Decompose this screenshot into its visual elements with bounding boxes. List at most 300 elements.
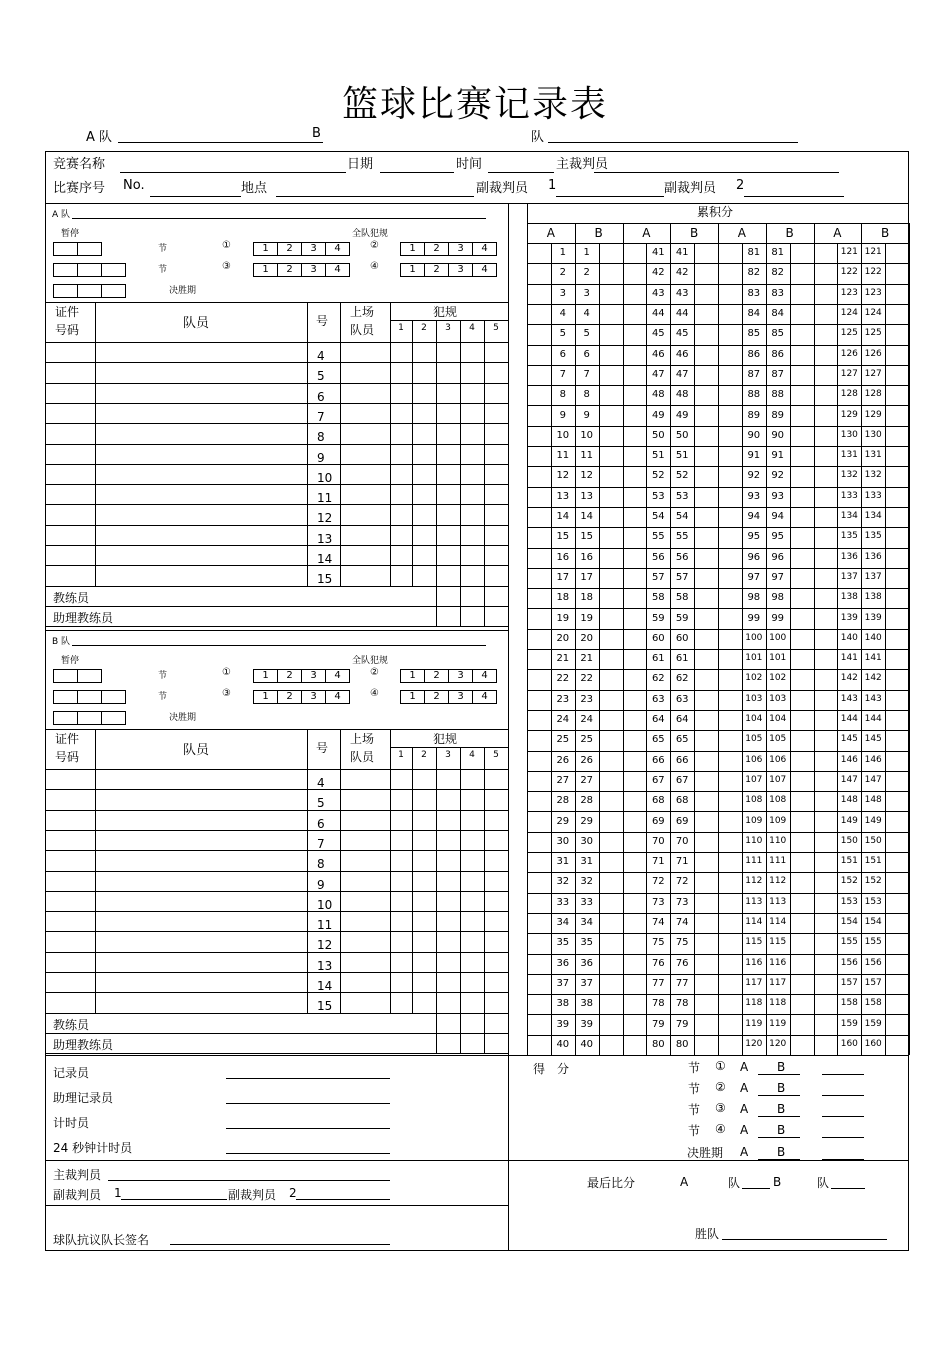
running-score-cell[interactable]: 44	[651, 308, 665, 320]
running-score-cell[interactable]: 94	[747, 511, 761, 523]
running-score-cell[interactable]: 33	[580, 896, 594, 908]
running-score-cell[interactable]: 9	[559, 409, 566, 421]
team-a-timeout-box[interactable]	[53, 263, 126, 277]
running-score-cell[interactable]: 100	[745, 632, 763, 643]
running-score-cell[interactable]: 117	[769, 977, 787, 988]
running-score-cell[interactable]: 55	[675, 531, 689, 543]
running-score-cell[interactable]: 3	[583, 287, 590, 299]
running-score-cell[interactable]: 16	[580, 551, 594, 563]
running-score-cell[interactable]: 5	[583, 328, 590, 340]
running-score-cell[interactable]: 95	[747, 531, 761, 543]
running-score-cell[interactable]: 84	[771, 308, 785, 320]
running-score-cell[interactable]: 57	[651, 571, 665, 583]
running-score-cell[interactable]: 74	[675, 917, 689, 929]
running-score-cell[interactable]: 31	[580, 856, 594, 868]
running-score-cell[interactable]: 68	[675, 795, 689, 807]
running-score-cell[interactable]: 48	[651, 389, 665, 401]
running-score-cell[interactable]: 134	[840, 511, 858, 522]
running-score-cell[interactable]: 67	[651, 774, 665, 786]
running-score-cell[interactable]: 60	[651, 632, 665, 644]
running-score-cell[interactable]: 61	[675, 653, 689, 665]
running-score-cell[interactable]: 41	[675, 247, 689, 259]
running-score-cell[interactable]: 135	[864, 531, 882, 542]
running-score-cell[interactable]: 156	[840, 957, 858, 968]
running-score-cell[interactable]: 114	[769, 917, 787, 928]
running-score-cell[interactable]: 22	[580, 673, 594, 685]
running-score-cell[interactable]: 133	[840, 490, 858, 501]
bottom-umpire2-field[interactable]	[296, 1199, 390, 1200]
running-score-cell[interactable]: 52	[675, 470, 689, 482]
running-score-cell[interactable]: 7	[559, 368, 566, 380]
running-score-cell[interactable]: 79	[651, 1018, 665, 1030]
running-score-cell[interactable]: 50	[651, 429, 665, 441]
running-score-cell[interactable]: 116	[769, 957, 787, 968]
running-score-cell[interactable]: 58	[675, 592, 689, 604]
running-score-cell[interactable]: 139	[840, 612, 858, 623]
team-b-timeout-box[interactable]	[53, 711, 126, 725]
umpire2-field[interactable]	[744, 196, 844, 197]
running-score-cell[interactable]: 40	[580, 1038, 594, 1050]
running-score-cell[interactable]: 109	[769, 815, 787, 826]
running-score-cell[interactable]: 112	[769, 876, 787, 887]
running-score-cell[interactable]: 103	[745, 693, 763, 704]
team-b-timeout-box[interactable]	[53, 669, 102, 683]
running-score-cell[interactable]: 27	[556, 774, 570, 786]
running-score-cell[interactable]: 82	[747, 267, 761, 279]
running-score-cell[interactable]: 20	[556, 632, 570, 644]
running-score-cell[interactable]: 154	[864, 917, 882, 928]
running-score-cell[interactable]: 98	[771, 592, 785, 604]
period-b-field[interactable]	[822, 1095, 864, 1096]
running-score-cell[interactable]: 88	[747, 389, 761, 401]
running-score-cell[interactable]: 152	[840, 876, 858, 887]
running-score-cell[interactable]: 99	[771, 612, 785, 624]
assistant-scorer-field[interactable]	[226, 1103, 390, 1104]
running-score-cell[interactable]: 158	[840, 998, 858, 1009]
running-score-cell[interactable]: 59	[651, 612, 665, 624]
running-score-cell[interactable]: 78	[651, 998, 665, 1010]
running-score-cell[interactable]: 92	[747, 470, 761, 482]
running-score-cell[interactable]: 121	[840, 247, 858, 258]
running-score-cell[interactable]: 149	[864, 815, 882, 826]
running-score-cell[interactable]: 26	[556, 754, 570, 766]
running-score-cell[interactable]: 107	[745, 774, 763, 785]
running-score-cell[interactable]: 80	[651, 1038, 665, 1050]
running-score-cell[interactable]: 67	[675, 774, 689, 786]
running-score-cell[interactable]: 3	[559, 287, 566, 299]
running-score-cell[interactable]: 113	[769, 896, 787, 907]
team-a-player-name-cell[interactable]	[96, 445, 306, 463]
running-score-cell[interactable]: 71	[675, 856, 689, 868]
running-score-cell[interactable]: 112	[745, 876, 763, 887]
overtime-b-field[interactable]	[822, 1159, 864, 1160]
running-score-cell[interactable]: 53	[675, 490, 689, 502]
running-score-cell[interactable]: 133	[864, 490, 882, 501]
running-score-cell[interactable]: 131	[864, 450, 882, 461]
running-score-cell[interactable]: 128	[864, 389, 882, 400]
running-score-cell[interactable]: 23	[556, 693, 570, 705]
running-score-cell[interactable]: 11	[580, 450, 594, 462]
running-score-cell[interactable]: 2	[583, 267, 590, 279]
running-score-cell[interactable]: 32	[580, 876, 594, 888]
running-score-cell[interactable]: 62	[675, 673, 689, 685]
running-score-cell[interactable]: 128	[840, 389, 858, 400]
running-score-cell[interactable]: 107	[769, 774, 787, 785]
running-score-cell[interactable]: 125	[864, 328, 882, 339]
running-score-cell[interactable]: 34	[556, 917, 570, 929]
running-score-cell[interactable]: 100	[769, 632, 787, 643]
running-score-cell[interactable]: 102	[745, 673, 763, 684]
team-a-timeout-box[interactable]	[53, 284, 126, 298]
running-score-cell[interactable]: 105	[745, 734, 763, 745]
running-score-cell[interactable]: 143	[840, 693, 858, 704]
running-score-cell[interactable]: 66	[675, 754, 689, 766]
running-score-cell[interactable]: 90	[747, 429, 761, 441]
running-score-cell[interactable]: 68	[651, 795, 665, 807]
period-b-field[interactable]	[822, 1137, 864, 1138]
running-score-cell[interactable]: 101	[745, 653, 763, 664]
running-score-cell[interactable]: 130	[840, 429, 858, 440]
running-score-cell[interactable]: 116	[745, 957, 763, 968]
running-score-cell[interactable]: 46	[675, 348, 689, 360]
running-score-cell[interactable]: 148	[864, 795, 882, 806]
running-score-cell[interactable]: 105	[769, 734, 787, 745]
running-score-cell[interactable]: 24	[580, 714, 594, 726]
running-score-cell[interactable]: 134	[864, 511, 882, 522]
running-score-cell[interactable]: 108	[769, 795, 787, 806]
running-score-cell[interactable]: 130	[864, 429, 882, 440]
running-score-cell[interactable]: 81	[771, 247, 785, 259]
team-a-player-name-cell[interactable]	[96, 363, 306, 381]
running-score-cell[interactable]: 10	[580, 429, 594, 441]
running-score-cell[interactable]: 32	[556, 876, 570, 888]
running-score-cell[interactable]: 12	[556, 470, 570, 482]
running-score-cell[interactable]: 35	[556, 937, 570, 949]
running-score-cell[interactable]: 131	[840, 450, 858, 461]
running-score-cell[interactable]: 143	[864, 693, 882, 704]
running-score-cell[interactable]: 85	[771, 328, 785, 340]
running-score-cell[interactable]: 79	[675, 1018, 689, 1030]
team-a-player-name-cell[interactable]	[96, 546, 306, 564]
running-score-cell[interactable]: 16	[556, 551, 570, 563]
team-b-player-name-cell[interactable]	[96, 811, 306, 829]
running-score-cell[interactable]: 155	[840, 937, 858, 948]
running-score-cell[interactable]: 15	[556, 531, 570, 543]
running-score-cell[interactable]: 146	[864, 754, 882, 765]
team-a-player-name-cell[interactable]	[96, 526, 306, 544]
running-score-cell[interactable]: 42	[651, 267, 665, 279]
running-score-cell[interactable]: 151	[864, 856, 882, 867]
overtime-a-field[interactable]	[758, 1159, 800, 1160]
running-score-cell[interactable]: 41	[651, 247, 665, 259]
running-score-cell[interactable]: 90	[771, 429, 785, 441]
team-a-player-name-cell[interactable]	[96, 404, 306, 422]
running-score-cell[interactable]: 124	[840, 308, 858, 319]
running-score-cell[interactable]: 122	[840, 267, 858, 278]
running-score-cell[interactable]: 106	[745, 754, 763, 765]
running-score-cell[interactable]: 39	[556, 1018, 570, 1030]
running-score-cell[interactable]: 29	[556, 815, 570, 827]
running-score-cell[interactable]: 56	[651, 551, 665, 563]
running-score-cell[interactable]: 82	[771, 267, 785, 279]
running-score-cell[interactable]: 121	[864, 247, 882, 258]
running-score-cell[interactable]: 63	[675, 693, 689, 705]
scorer-field[interactable]	[226, 1078, 390, 1079]
team-b-player-name-cell[interactable]	[96, 892, 306, 910]
running-score-cell[interactable]: 47	[651, 368, 665, 380]
running-score-cell[interactable]: 25	[556, 734, 570, 746]
running-score-cell[interactable]: 142	[840, 673, 858, 684]
running-score-cell[interactable]: 78	[675, 998, 689, 1010]
running-score-cell[interactable]: 73	[675, 896, 689, 908]
timekeeper-field[interactable]	[226, 1128, 390, 1129]
period-a-field[interactable]	[758, 1137, 800, 1138]
running-score-cell[interactable]: 77	[651, 977, 665, 989]
running-score-cell[interactable]: 35	[580, 937, 594, 949]
running-score-cell[interactable]: 86	[747, 348, 761, 360]
running-score-cell[interactable]: 96	[747, 551, 761, 563]
running-score-cell[interactable]: 37	[580, 977, 594, 989]
team-a-team-foul-box[interactable]	[253, 242, 350, 256]
running-score-cell[interactable]: 89	[771, 409, 785, 421]
running-score-cell[interactable]: 19	[580, 612, 594, 624]
running-score-cell[interactable]: 126	[840, 348, 858, 359]
running-score-cell[interactable]: 11	[556, 450, 570, 462]
running-score-cell[interactable]: 43	[675, 287, 689, 299]
running-score-cell[interactable]: 119	[769, 1018, 787, 1029]
running-score-cell[interactable]: 24	[556, 714, 570, 726]
running-score-cell[interactable]: 97	[771, 571, 785, 583]
running-score-cell[interactable]: 110	[769, 835, 787, 846]
running-score-cell[interactable]: 139	[864, 612, 882, 623]
period-a-field[interactable]	[758, 1095, 800, 1096]
running-score-cell[interactable]: 117	[745, 977, 763, 988]
running-score-cell[interactable]: 95	[771, 531, 785, 543]
running-score-cell[interactable]: 151	[840, 856, 858, 867]
running-score-cell[interactable]: 104	[745, 714, 763, 725]
team-b-field[interactable]	[548, 142, 798, 143]
running-score-cell[interactable]: 92	[771, 470, 785, 482]
running-score-cell[interactable]: 91	[747, 450, 761, 462]
running-score-cell[interactable]: 33	[556, 896, 570, 908]
running-score-cell[interactable]: 15	[580, 531, 594, 543]
running-score-cell[interactable]: 72	[675, 876, 689, 888]
running-score-cell[interactable]: 21	[556, 653, 570, 665]
running-score-cell[interactable]: 87	[771, 368, 785, 380]
running-score-cell[interactable]: 147	[840, 774, 858, 785]
running-score-cell[interactable]: 12	[580, 470, 594, 482]
running-score-cell[interactable]: 13	[580, 490, 594, 502]
running-score-cell[interactable]: 2	[559, 267, 566, 279]
running-score-cell[interactable]: 46	[651, 348, 665, 360]
team-b-team-foul-box[interactable]	[253, 690, 350, 704]
team-b-player-name-cell[interactable]	[96, 953, 306, 971]
running-score-cell[interactable]: 144	[864, 714, 882, 725]
competition-field[interactable]	[120, 172, 346, 173]
team-b-player-name-cell[interactable]	[96, 831, 306, 849]
running-score-cell[interactable]: 126	[864, 348, 882, 359]
running-score-cell[interactable]: 51	[675, 450, 689, 462]
running-score-cell[interactable]: 30	[556, 835, 570, 847]
running-score-cell[interactable]: 111	[745, 856, 763, 867]
running-score-cell[interactable]: 83	[771, 287, 785, 299]
time-field[interactable]	[488, 172, 554, 173]
running-score-cell[interactable]: 8	[583, 389, 590, 401]
running-score-cell[interactable]: 69	[675, 815, 689, 827]
running-score-cell[interactable]: 104	[769, 714, 787, 725]
running-score-cell[interactable]: 10	[556, 429, 570, 441]
running-score-cell[interactable]: 137	[840, 571, 858, 582]
running-score-cell[interactable]: 141	[840, 653, 858, 664]
running-score-cell[interactable]: 54	[675, 511, 689, 523]
running-score-cell[interactable]: 27	[580, 774, 594, 786]
running-score-cell[interactable]: 34	[580, 917, 594, 929]
running-score-cell[interactable]: 38	[580, 998, 594, 1010]
running-score-cell[interactable]: 159	[864, 1018, 882, 1029]
running-score-cell[interactable]: 158	[864, 998, 882, 1009]
running-score-cell[interactable]: 97	[747, 571, 761, 583]
running-score-cell[interactable]: 58	[651, 592, 665, 604]
running-score-cell[interactable]: 1	[583, 247, 590, 259]
team-b-team-foul-box[interactable]	[253, 669, 350, 683]
running-score-cell[interactable]: 108	[745, 795, 763, 806]
shot-clock-field[interactable]	[226, 1153, 390, 1154]
running-score-cell[interactable]: 60	[675, 632, 689, 644]
team-a-team-foul-box[interactable]	[253, 263, 350, 277]
running-score-cell[interactable]: 48	[675, 389, 689, 401]
team-b-player-name-cell[interactable]	[96, 912, 306, 930]
winner-field[interactable]	[722, 1239, 887, 1240]
running-score-cell[interactable]: 118	[769, 998, 787, 1009]
running-score-cell[interactable]: 53	[651, 490, 665, 502]
running-score-cell[interactable]: 62	[651, 673, 665, 685]
running-score-cell[interactable]: 93	[771, 490, 785, 502]
chief-referee-field[interactable]	[594, 172, 839, 173]
running-score-cell[interactable]: 111	[769, 856, 787, 867]
running-score-cell[interactable]: 122	[864, 267, 882, 278]
team-a-player-name-cell[interactable]	[96, 465, 306, 483]
running-score-cell[interactable]: 153	[840, 896, 858, 907]
running-score-cell[interactable]: 19	[556, 612, 570, 624]
running-score-cell[interactable]: 74	[651, 917, 665, 929]
team-b-player-name-cell[interactable]	[96, 770, 306, 788]
running-score-cell[interactable]: 13	[556, 490, 570, 502]
running-score-cell[interactable]: 14	[580, 511, 594, 523]
team-a-player-name-cell[interactable]	[96, 485, 306, 503]
running-score-cell[interactable]: 140	[864, 632, 882, 643]
running-score-cell[interactable]: 63	[651, 693, 665, 705]
running-score-cell[interactable]: 160	[864, 1038, 882, 1049]
running-score-cell[interactable]: 103	[769, 693, 787, 704]
running-score-cell[interactable]: 115	[745, 937, 763, 948]
running-score-cell[interactable]: 152	[864, 876, 882, 887]
running-score-cell[interactable]: 155	[864, 937, 882, 948]
running-score-cell[interactable]: 4	[559, 308, 566, 320]
running-score-cell[interactable]: 101	[769, 653, 787, 664]
running-score-cell[interactable]: 28	[556, 795, 570, 807]
running-score-cell[interactable]: 113	[745, 896, 763, 907]
running-score-cell[interactable]: 1	[559, 247, 566, 259]
final-b-field[interactable]	[831, 1188, 865, 1189]
running-score-cell[interactable]: 145	[864, 734, 882, 745]
running-score-cell[interactable]: 157	[840, 977, 858, 988]
running-score-cell[interactable]: 57	[675, 571, 689, 583]
running-score-cell[interactable]: 88	[771, 389, 785, 401]
running-score-cell[interactable]: 36	[580, 957, 594, 969]
running-score-cell[interactable]: 81	[747, 247, 761, 259]
running-score-cell[interactable]: 69	[651, 815, 665, 827]
running-score-cell[interactable]: 120	[745, 1038, 763, 1049]
running-score-cell[interactable]: 109	[745, 815, 763, 826]
running-score-cell[interactable]: 150	[864, 835, 882, 846]
running-score-cell[interactable]: 94	[771, 511, 785, 523]
running-score-cell[interactable]: 80	[675, 1038, 689, 1050]
protest-field[interactable]	[170, 1244, 390, 1245]
running-score-cell[interactable]: 115	[769, 937, 787, 948]
running-score-cell[interactable]: 71	[651, 856, 665, 868]
running-score-cell[interactable]: 77	[675, 977, 689, 989]
running-score-cell[interactable]: 136	[864, 551, 882, 562]
running-score-cell[interactable]: 132	[864, 470, 882, 481]
running-score-cell[interactable]: 70	[675, 835, 689, 847]
running-score-cell[interactable]: 66	[651, 754, 665, 766]
venue-field[interactable]	[276, 196, 474, 197]
running-score-cell[interactable]: 49	[651, 409, 665, 421]
running-score-cell[interactable]: 140	[840, 632, 858, 643]
running-score-cell[interactable]: 85	[747, 328, 761, 340]
bottom-umpire1-field[interactable]	[121, 1199, 227, 1200]
running-score-cell[interactable]: 87	[747, 368, 761, 380]
running-score-cell[interactable]: 96	[771, 551, 785, 563]
running-score-cell[interactable]: 45	[651, 328, 665, 340]
match-no-field[interactable]	[150, 196, 241, 197]
running-score-cell[interactable]: 118	[745, 998, 763, 1009]
running-score-cell[interactable]: 51	[651, 450, 665, 462]
running-score-cell[interactable]: 127	[864, 368, 882, 379]
running-score-cell[interactable]: 137	[864, 571, 882, 582]
running-score-cell[interactable]: 38	[556, 998, 570, 1010]
running-score-cell[interactable]: 93	[747, 490, 761, 502]
team-b-team-foul-box[interactable]	[400, 690, 497, 704]
team-a-team-field[interactable]	[72, 218, 486, 219]
period-b-field[interactable]	[822, 1116, 864, 1117]
running-score-cell[interactable]: 43	[651, 287, 665, 299]
running-score-cell[interactable]: 148	[840, 795, 858, 806]
running-score-cell[interactable]: 9	[583, 409, 590, 421]
running-score-cell[interactable]: 102	[769, 673, 787, 684]
running-score-cell[interactable]: 64	[651, 714, 665, 726]
team-a-field[interactable]	[118, 142, 323, 143]
bottom-chief-referee-field[interactable]	[108, 1180, 390, 1181]
running-score-cell[interactable]: 28	[580, 795, 594, 807]
running-score-cell[interactable]: 25	[580, 734, 594, 746]
running-score-cell[interactable]: 40	[556, 1038, 570, 1050]
running-score-cell[interactable]: 76	[675, 957, 689, 969]
running-score-cell[interactable]: 123	[864, 287, 882, 298]
running-score-cell[interactable]: 132	[840, 470, 858, 481]
team-b-player-name-cell[interactable]	[96, 932, 306, 950]
running-score-cell[interactable]: 127	[840, 368, 858, 379]
running-score-cell[interactable]: 146	[840, 754, 858, 765]
running-score-cell[interactable]: 141	[864, 653, 882, 664]
running-score-cell[interactable]: 75	[651, 937, 665, 949]
team-b-player-name-cell[interactable]	[96, 993, 306, 1011]
team-a-timeout-box[interactable]	[53, 242, 102, 256]
running-score-cell[interactable]: 99	[747, 612, 761, 624]
running-score-cell[interactable]: 36	[556, 957, 570, 969]
team-b-timeout-box[interactable]	[53, 690, 126, 704]
running-score-cell[interactable]: 129	[864, 409, 882, 420]
